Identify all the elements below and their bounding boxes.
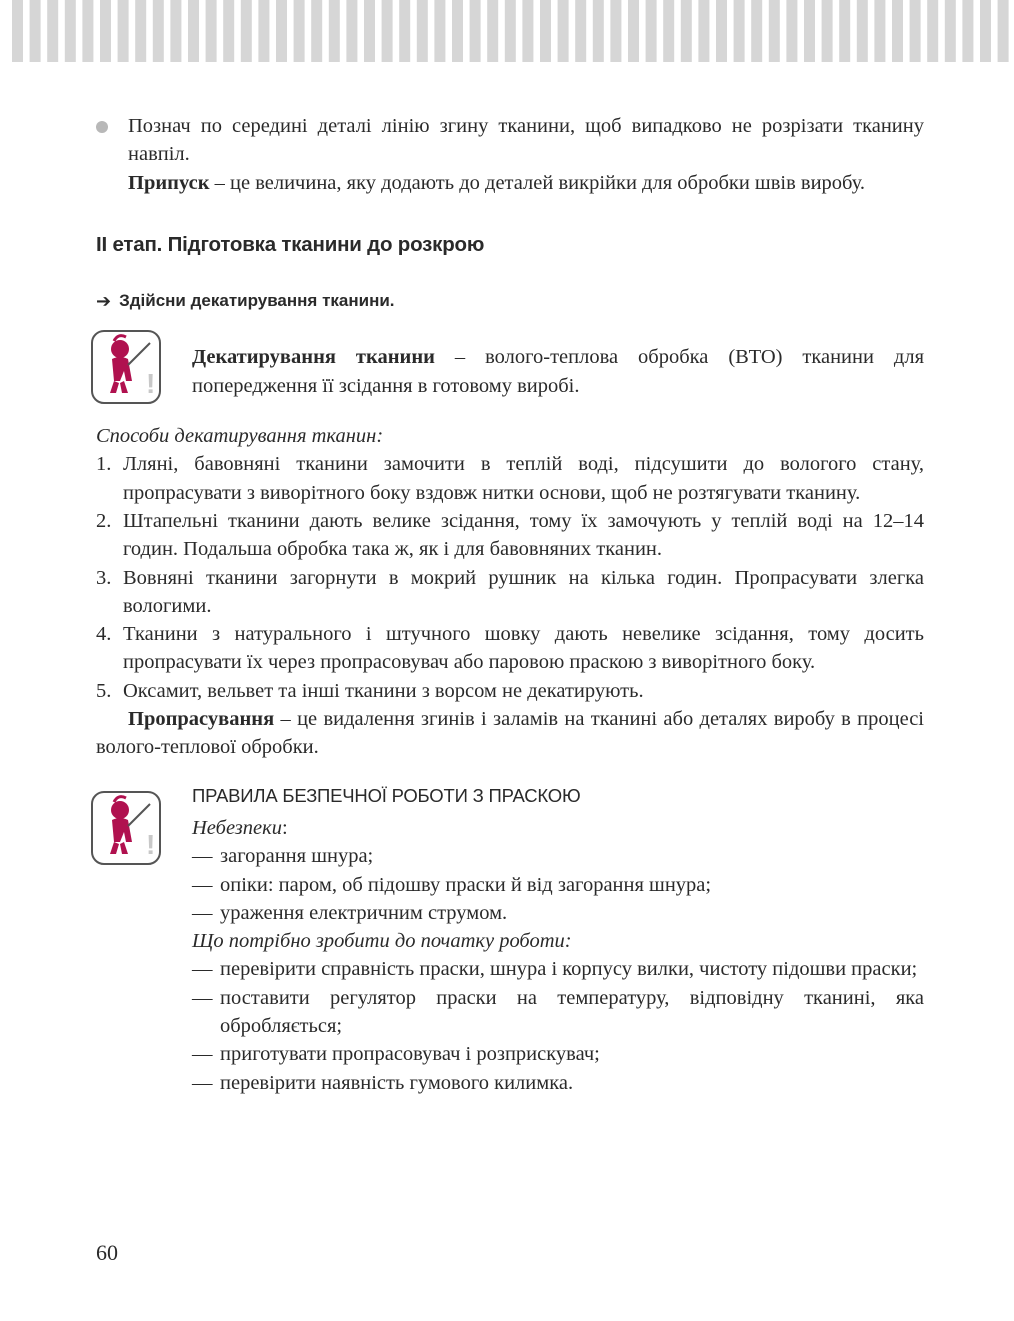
bullet-text: Познач по середині деталі лінію згину тканини, щоб випадково не розрізати тканину навпіл. [128, 115, 924, 166]
ironing-term: Пропрасування [128, 708, 275, 731]
methods-list [96, 450, 924, 705]
definition-box [96, 329, 924, 400]
before-heading: Що потрібно зробити до початку роботи: [192, 930, 572, 953]
dangers-item [192, 899, 924, 927]
arrow-right-icon: ➔ [96, 291, 112, 312]
method-item [96, 450, 924, 507]
grey-dot-icon [96, 121, 108, 133]
method-number: 3. [96, 566, 112, 589]
method-number: 5. [96, 679, 112, 702]
allowance-term: Припуск [128, 171, 210, 194]
dash-marker: — [192, 1071, 213, 1094]
page-content [96, 112, 924, 1097]
method-item [96, 677, 924, 705]
task-text: Здійсни декатирування тканини. [119, 291, 395, 311]
method-text: Лляні, бавовняні тканини замочити в теплій воді, підсушити до вологого стану, пропрасувати з виворітного боку вздовж нитки основи, щоб не розтягувати тканину. [123, 453, 924, 504]
before-text: перевірити наявність гумового килимка. [220, 1071, 574, 1094]
definition-paragraph [192, 329, 924, 400]
method-item [96, 564, 924, 621]
definition-text: – волого-теплова обробка (ВТО) тканини для попередження її зсідання в готовому виробі. [192, 346, 924, 397]
allowance-definition [96, 169, 924, 197]
dangers-text: ураження електричним струмом. [220, 901, 508, 924]
method-item [96, 507, 924, 564]
before-item [192, 955, 924, 983]
before-item [192, 1040, 924, 1068]
dash-marker: — [192, 986, 213, 1009]
dangers-heading: Небезпеки: [192, 816, 288, 839]
header-stripes [0, 0, 1014, 62]
before-item [192, 1069, 924, 1097]
before-text: поставити регулятор праски на температуру, відповідну тканині, яка обробляється; [220, 986, 924, 1038]
dash-marker: — [192, 1043, 213, 1066]
dangers-text: опіки: паром, об підошву праски й від загорання шнура; [220, 873, 712, 896]
ironing-text: – це видалення згинів і заламів на тканині або деталях виробу в процесі волого-теплової обробки. [96, 708, 924, 759]
dangers-item [192, 842, 924, 870]
ironing-definition [96, 705, 924, 762]
rules-title: ПРАВИЛА БЕЗПЕЧНОЇ РОБОТИ З ПРАСКОЮ [192, 784, 581, 806]
methods-heading: Способи декатирування тканин: [96, 425, 384, 448]
method-text: Оксамит, вельвет та інші тканини з ворсом не декатирують. [123, 679, 644, 702]
rules-box [96, 782, 924, 1097]
method-item [96, 620, 924, 677]
method-text: Штапельні тканини дають велике зсідання, тому їх замочують у теплій воді на 12–14 годин. Подальша обробка така ж, як і для бавовняних тканин. [123, 509, 924, 561]
teacher-pointer-mascot-icon [90, 790, 162, 866]
svg-text:!: ! [146, 368, 156, 400]
dash-marker: — [192, 958, 213, 981]
task-line [96, 287, 924, 315]
svg-text:!: ! [146, 828, 156, 860]
method-number: 4. [96, 623, 112, 646]
dangers-text: загорання шнура; [220, 845, 374, 868]
dangers-list [192, 842, 924, 927]
page-number: 60 [96, 1240, 118, 1265]
before-text: приготувати пропрасовувач і розприскувач; [220, 1043, 600, 1066]
dash-marker: — [192, 873, 213, 896]
rules-content [192, 782, 924, 1097]
definition-term: Декатирування тканини [192, 346, 435, 369]
bullet-paragraph [96, 112, 924, 169]
method-text: Вовняні тканини загорнути в мокрий рушник на кілька годин. Пропрасувати злегка вологими. [123, 566, 924, 617]
teacher-pointer-mascot-icon [90, 329, 162, 405]
before-text: перевірити справність праски, шнура і корпусу вилки, чистоту підошви праски; [220, 958, 918, 981]
method-text: Тканини з натурального і штучного шовку дають невелике зсідання, тому досить пропрасувати їх через пропрасовувач або паровою праскою з виворітного боку. [123, 623, 924, 674]
before-list [192, 955, 924, 1096]
dangers-item [192, 871, 924, 899]
dash-marker: — [192, 845, 213, 868]
section-title: II етап. Підготовка тканини до розкрою [96, 232, 485, 256]
before-item [192, 984, 924, 1041]
method-number: 1. [96, 453, 112, 476]
method-number: 2. [96, 509, 112, 532]
allowance-text: – це величина, яку додають до деталей викрійки для обробки швів виробу. [209, 171, 866, 194]
dash-marker: — [192, 901, 213, 924]
